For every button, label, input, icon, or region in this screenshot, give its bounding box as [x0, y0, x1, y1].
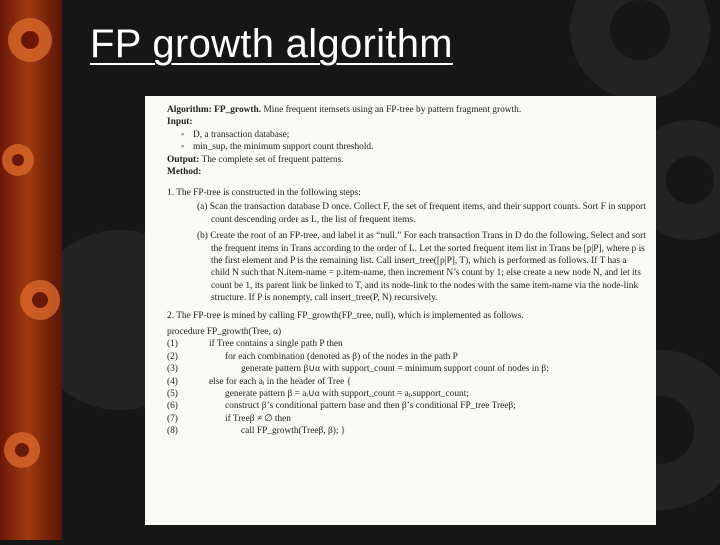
line-number: (4) [167, 376, 178, 387]
procedure-line [167, 413, 646, 425]
slide-title: FP growth algorithm [90, 22, 453, 66]
procedure-block [167, 326, 646, 438]
line-text: if Tree contains a single path P then [209, 339, 343, 350]
algorithm-heading: Algorithm: FP_growth. Mine frequent itemsets using an FP-tree by pattern fragment growth. [167, 105, 522, 115]
procedure-line [167, 338, 646, 350]
output-line: Output: The complete set of frequent patterns. [167, 154, 344, 165]
input-item: ▪ D, a transaction database; [181, 129, 290, 140]
line-text: if Treeβ ≠ ∅ then [225, 413, 291, 424]
line-number: (5) [167, 389, 178, 400]
procedure-line [167, 351, 646, 363]
procedure-heading: procedure FP_growth(Tree, α) [167, 327, 282, 337]
input-item: ▪ min_sup, the minimum support count threshold. [181, 142, 374, 153]
line-text: call FP_growth(Treeβ, β); } [241, 426, 346, 437]
gear-icon [0, 0, 62, 540]
line-text: generate pattern β = aᵢ∪α with support_count = aᵢ.support_count; [225, 389, 469, 400]
procedure-line [167, 376, 646, 388]
step-1: 1. The FP-tree is constructed in the following steps: [167, 187, 361, 198]
line-number: (3) [167, 364, 178, 375]
line-number: (7) [167, 413, 178, 424]
line-text: for each combination (denoted as β) of the nodes in the path P [225, 351, 458, 362]
line-number: (2) [167, 351, 178, 362]
line-text: construct β’s conditional pattern base and then β’s conditional FP_tree Treeβ; [225, 401, 516, 412]
line-number: (1) [167, 339, 178, 350]
line-number: (8) [167, 426, 178, 437]
procedure-line [167, 363, 646, 375]
line-text: generate pattern β∪α with support_count = minimum support count of nodes in β; [241, 364, 549, 375]
step-1b: (b) Create the root of an FP-tree, and label it as “null.” For each transaction Trans in D do the following. Select and sort the frequent items in Trans according to the order of L. Let the sorted frequent item list in Trans be [p|P], where p is the first element and P is the remaining list. Call insert_tree([p|P], T), which is performed as follows. If T has a child N such that N.item-name = p.item-name, then increment N’s count by 1; else create a new node N, and let its count be 1, its parent link be linked to T, and its node-link to the nodes with the same item-name via the node-link structure. If P is nonempty, call insert_tree(P, N) recursively. [197, 231, 646, 304]
line-number: (6) [167, 401, 178, 412]
procedure-line [167, 400, 646, 412]
algorithm-document [145, 96, 656, 525]
step-1a: (a) Scan the transaction database D once. Collect F, the set of frequent items, and their support counts. Sort F in support count descending order as L, the list of frequent items. [197, 202, 646, 225]
line-text: else for each aᵢ in the header of Tree { [209, 376, 352, 387]
procedure-line [167, 425, 646, 437]
procedure-line [167, 388, 646, 400]
step-2: 2. The FP-tree is mined by calling FP_growth(FP_tree, null), which is implemented as follows. [167, 310, 524, 321]
left-decorative-strip [0, 0, 62, 540]
method-label: Method: [167, 167, 202, 178]
input-label: Input: [167, 117, 193, 128]
